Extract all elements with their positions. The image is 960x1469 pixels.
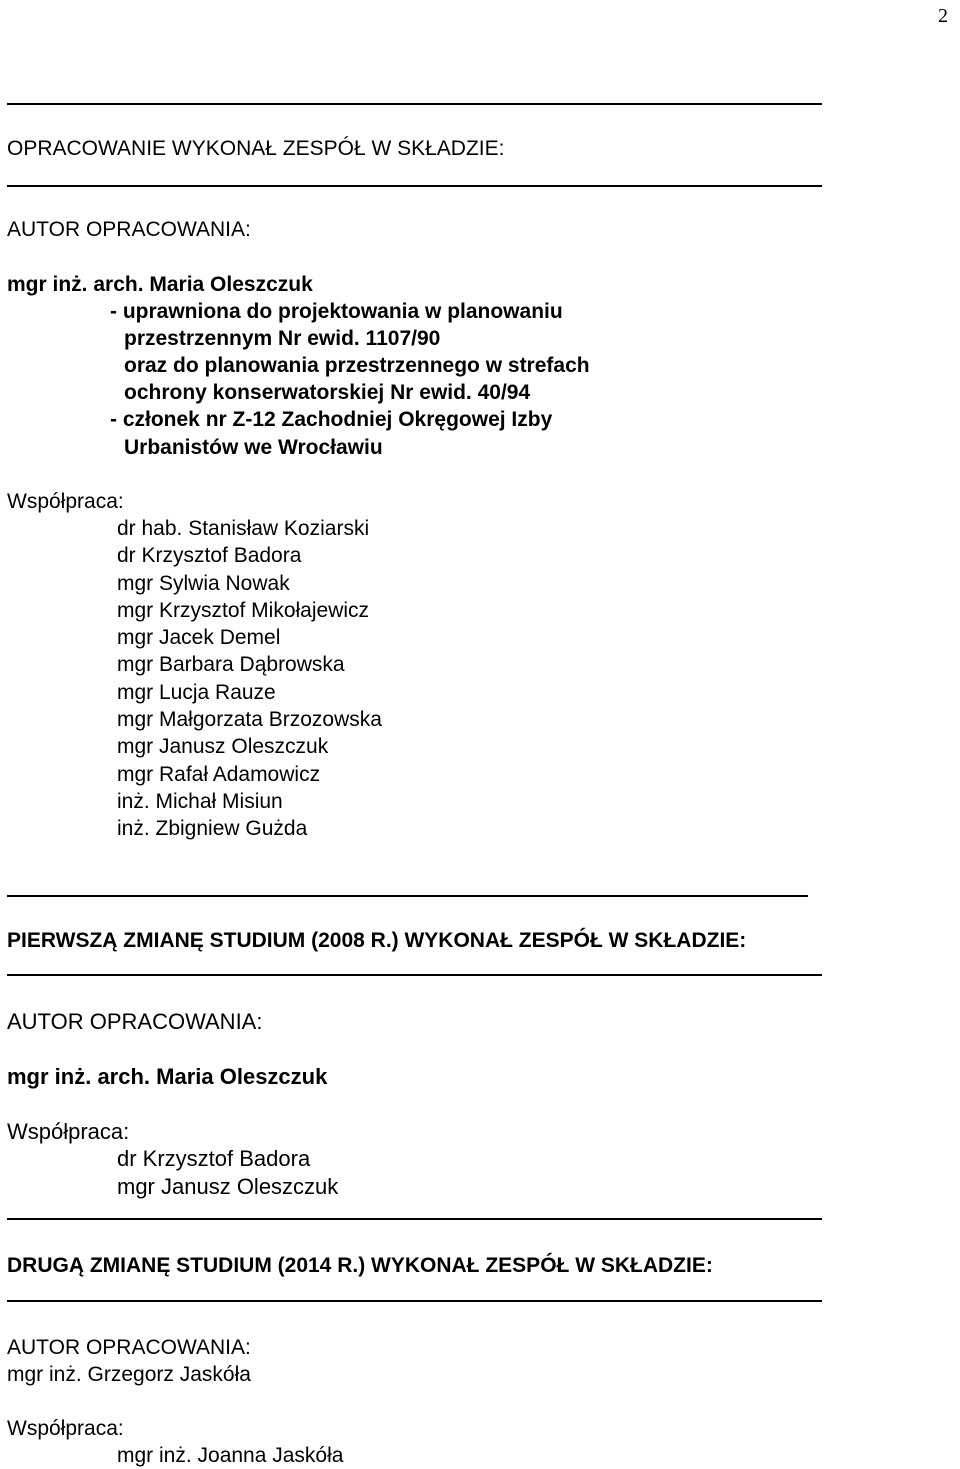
section2-author-label: AUTOR OPRACOWANIA: <box>7 1009 263 1034</box>
cooperator-item: inż. Zbigniew Gużda <box>117 817 308 840</box>
cooperator-item: mgr Małgorzata Brzozowska <box>117 708 382 731</box>
section1-cooperation-label: Współpraca: <box>7 490 124 513</box>
author-detail-line: - uprawniona do projektowania w planowaniu <box>110 300 563 323</box>
cooperator-item: mgr Krzysztof Mikołajewicz <box>117 599 370 622</box>
cooperator-item: mgr Janusz Oleszczuk <box>117 735 329 758</box>
horizontal-rule <box>7 185 822 187</box>
author-detail-line: Urbanistów we Wrocławiu <box>124 436 383 459</box>
horizontal-rule <box>7 1218 822 1220</box>
cooperator-item: dr hab. Stanisław Koziarski <box>117 517 370 540</box>
section2-author-name: mgr inż. arch. Maria Oleszczuk <box>7 1064 328 1089</box>
horizontal-rule <box>7 1300 822 1302</box>
cooperator-item: mgr inż. Joanna Jaskóła <box>117 1444 344 1467</box>
section1-heading: OPRACOWANIE WYKONAŁ ZESPÓŁ W SKŁADZIE: <box>7 137 505 160</box>
section1-author-name: mgr inż. arch. Maria Oleszczuk <box>7 273 313 296</box>
section2-cooperation-label: Współpraca: <box>7 1119 130 1144</box>
cooperator-item: inż. Michał Misiun <box>117 790 283 813</box>
cooperator-item: mgr Jacek Demel <box>117 626 281 649</box>
section3-author-label: AUTOR OPRACOWANIA: <box>7 1336 251 1359</box>
cooperator-item: dr Krzysztof Badora <box>117 1146 311 1171</box>
page-number: 2 <box>938 5 948 27</box>
cooperator-item: mgr Lucja Rauze <box>117 681 276 704</box>
cooperator-item: dr Krzysztof Badora <box>117 544 302 567</box>
author-detail-line: oraz do planowania przestrzennego w strefach <box>124 354 590 377</box>
horizontal-rule <box>7 895 808 897</box>
section2-heading: PIERWSZĄ ZMIANĘ STUDIUM (2008 R.) WYKONAŁ ZESPÓŁ W SKŁADZIE: <box>7 929 747 952</box>
section1-author-label: AUTOR OPRACOWANIA: <box>7 218 251 241</box>
section3-heading: DRUGĄ ZMIANĘ STUDIUM (2014 R.) WYKONAŁ ZESPÓŁ W SKŁADZIE: <box>7 1254 713 1277</box>
horizontal-rule <box>7 974 822 976</box>
cooperator-item: mgr Janusz Oleszczuk <box>117 1174 339 1199</box>
author-detail-line: ochrony konserwatorskiej Nr ewid. 40/94 <box>124 381 531 404</box>
section3-author-name: mgr inż. Grzegorz Jaskóła <box>7 1363 251 1386</box>
section3-cooperation-label: Współpraca: <box>7 1417 124 1440</box>
horizontal-rule <box>7 103 822 105</box>
author-detail-line: - członek nr Z-12 Zachodniej Okręgowej Izby <box>110 408 553 431</box>
author-detail-line: przestrzennym Nr ewid. 1107/90 <box>124 327 441 350</box>
cooperator-item: mgr Rafał Adamowicz <box>117 763 321 786</box>
cooperator-item: mgr Barbara Dąbrowska <box>117 653 345 676</box>
cooperator-item: mgr Sylwia Nowak <box>117 572 290 595</box>
